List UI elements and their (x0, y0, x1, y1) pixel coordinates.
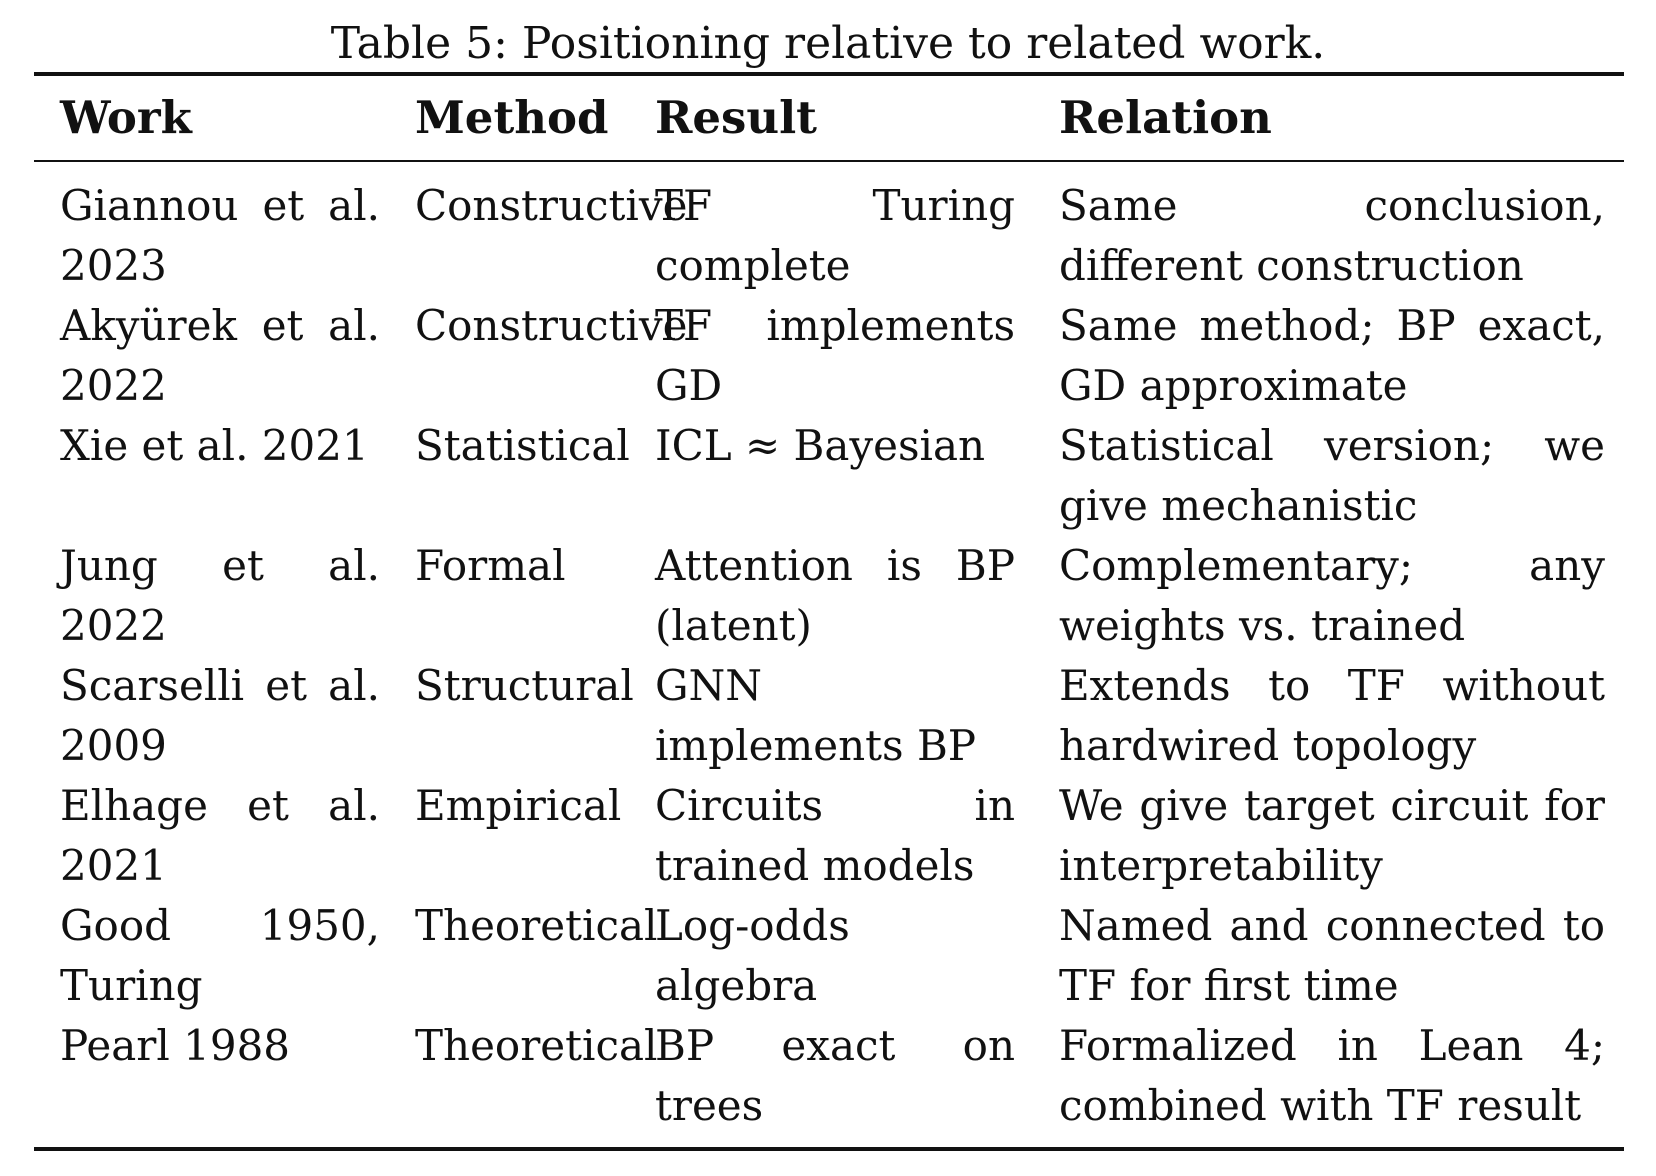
column-header-method: Method (415, 91, 609, 144)
cell-work: Good 1950, Turing (60, 901, 380, 1010)
cell-relation: We give target circuit for interpretability (1059, 781, 1605, 890)
cell-work: Elhage et al. 2021 (60, 781, 380, 890)
cell-result: GNN implements BP (655, 661, 977, 770)
cell-result: ICL ≈ Bayesian (655, 421, 986, 470)
cell-method: Formal (415, 541, 566, 590)
cell-result: BP exact on trees (655, 1021, 1015, 1130)
cell-method: Theoretical (415, 1021, 658, 1070)
cell-result: TF implements GD (655, 301, 1015, 410)
cell-result: Attention is BP (latent) (655, 541, 1015, 650)
table-row (0, 296, 1656, 416)
cell-work: Pearl 1988 (60, 1021, 291, 1070)
cell-relation: Same method; BP exact, GD approximate (1059, 301, 1605, 410)
table-row (0, 176, 1656, 296)
cell-relation: Named and connected to TF for first time (1059, 901, 1605, 1010)
cell-method: Constructive (415, 181, 688, 230)
column-header-work: Work (60, 91, 192, 144)
cell-method: Statistical (415, 421, 630, 470)
cell-result: Circuits in trained models (655, 781, 1015, 890)
cell-method: Empirical (415, 781, 622, 830)
cell-relation: Complementary; any weights vs. trained (1059, 541, 1605, 650)
table-top-rule (34, 72, 1624, 76)
column-header-result: Result (655, 91, 817, 144)
cell-relation: Same conclusion, different construction (1059, 181, 1605, 290)
table-body (0, 176, 1656, 1136)
cell-result: TF Turing complete (655, 181, 1015, 290)
column-header-relation: Relation (1059, 91, 1272, 144)
table-bottom-rule (34, 1147, 1624, 1151)
table-row (0, 896, 1656, 1016)
table-row (0, 536, 1656, 656)
cell-method: Structural (415, 661, 634, 710)
table-row (0, 776, 1656, 896)
table-row (0, 416, 1656, 536)
cell-relation: Extends to TF without hardwired topology (1059, 661, 1605, 770)
cell-relation: Statistical version; we give mechanistic (1059, 421, 1605, 530)
cell-result: Log-odds algebra (655, 901, 850, 1010)
cell-relation: Formalized in Lean 4; combined with TF result (1059, 1021, 1605, 1130)
cell-work: Akyürek et al. 2022 (60, 301, 380, 410)
cell-work: Giannou et al. 2023 (60, 181, 380, 290)
cell-work: Xie et al. 2021 (60, 421, 369, 470)
table-row (0, 1016, 1656, 1136)
table-header-rule (34, 160, 1624, 162)
cell-method: Theoretical (415, 901, 658, 950)
table-caption: Table 5: Positioning relative to related work. (330, 18, 1326, 69)
table-header-row (0, 88, 1656, 148)
cell-method: Constructive (415, 301, 688, 350)
cell-work: Scarselli et al. 2009 (60, 661, 380, 770)
cell-work: Jung et al. 2022 (60, 541, 380, 650)
table-row (0, 656, 1656, 776)
